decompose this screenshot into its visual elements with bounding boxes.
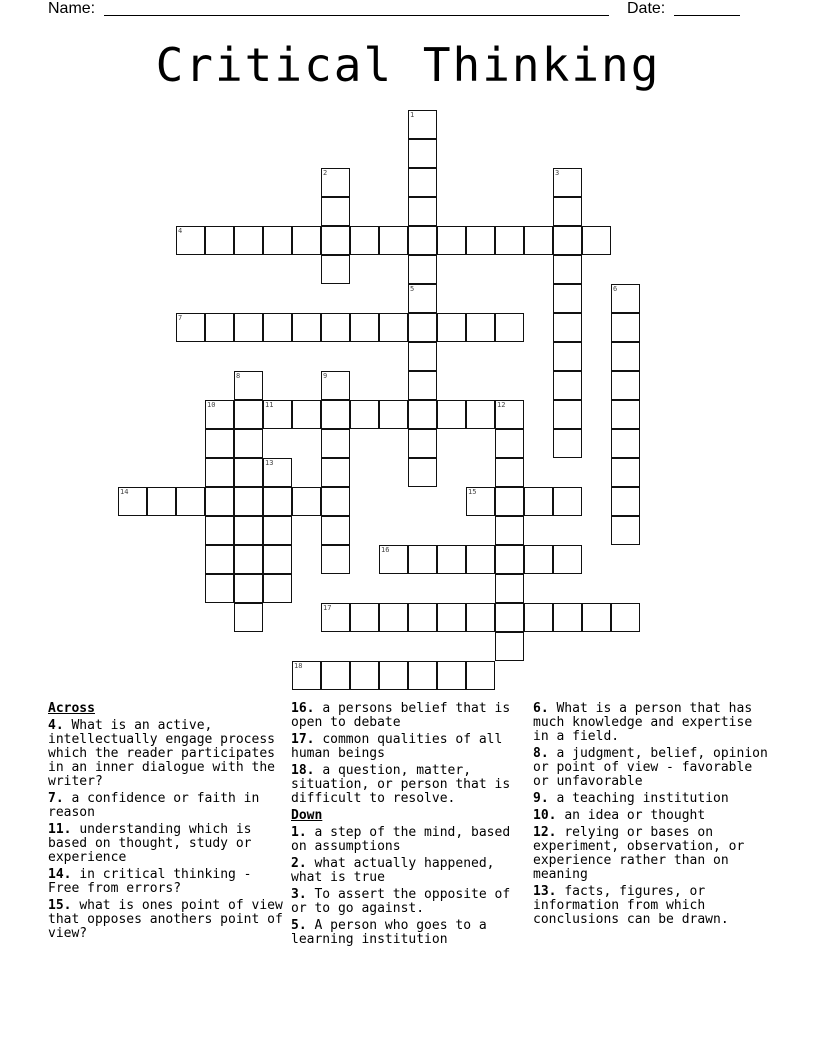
- grid-cell[interactable]: [321, 313, 350, 342]
- grid-cell[interactable]: [292, 400, 321, 429]
- grid-cell[interactable]: [234, 545, 263, 574]
- grid-cell[interactable]: [611, 516, 640, 545]
- grid-cell[interactable]: [408, 545, 437, 574]
- clue-number: 18: [294, 662, 303, 670]
- grid-cell[interactable]: [321, 661, 350, 690]
- clue-down-9: 9. a teaching institution: [533, 791, 729, 806]
- grid-cell[interactable]: [408, 661, 437, 690]
- grid-cell[interactable]: [466, 603, 495, 632]
- date-label: Date:: [627, 0, 666, 17]
- grid-cell[interactable]: [263, 226, 292, 255]
- grid-cell[interactable]: [437, 545, 466, 574]
- grid-cell[interactable]: [408, 168, 437, 197]
- grid-cell[interactable]: [176, 313, 205, 342]
- grid-cell[interactable]: [408, 110, 437, 139]
- page-title: Critical Thinking: [155, 38, 661, 92]
- grid-cell[interactable]: [466, 545, 495, 574]
- grid-cell[interactable]: [263, 458, 292, 487]
- clue-across-16: 16. a persons belief that is open to debate: [291, 701, 511, 730]
- grid-cell[interactable]: [611, 400, 640, 429]
- clue-down-12: 12. relying or bases on experiment, observation, or experience rather than on meaning: [533, 825, 745, 882]
- grid-cell[interactable]: [437, 313, 466, 342]
- grid-cell[interactable]: [495, 632, 524, 661]
- clue-number: 4: [178, 227, 183, 235]
- clue-number: 11: [265, 401, 274, 409]
- grid-cell[interactable]: [263, 574, 292, 603]
- grid-cell[interactable]: [292, 226, 321, 255]
- clue-number: 10: [207, 401, 216, 409]
- grid-cell[interactable]: [408, 197, 437, 226]
- grid-cell[interactable]: [408, 371, 437, 400]
- grid-cell[interactable]: [234, 516, 263, 545]
- grid-cell[interactable]: [437, 603, 466, 632]
- grid-cell[interactable]: [495, 429, 524, 458]
- grid-cell[interactable]: [205, 545, 234, 574]
- grid-cell[interactable]: [408, 139, 437, 168]
- grid-cell[interactable]: [350, 661, 379, 690]
- clues-column-1: [48, 702, 286, 944]
- grid-cell[interactable]: [495, 516, 524, 545]
- clue-down-13: 13. facts, figures, or information from which conclusions can be drawn.: [533, 884, 729, 927]
- grid-cell[interactable]: [553, 429, 582, 458]
- clue-down-8: 8. a judgment, belief, opinion or point of view - favorable or unfavorable: [533, 746, 768, 789]
- grid-cell[interactable]: [437, 400, 466, 429]
- across-heading: Across: [48, 701, 95, 716]
- grid-cell[interactable]: [553, 313, 582, 342]
- grid-cell[interactable]: [553, 342, 582, 371]
- grid-cell[interactable]: [263, 545, 292, 574]
- grid-cell[interactable]: [263, 487, 292, 516]
- clue-number: 9: [323, 372, 328, 380]
- grid-cell[interactable]: [234, 487, 263, 516]
- grid-cell[interactable]: [553, 226, 582, 255]
- grid-cell[interactable]: [234, 226, 263, 255]
- grid-cell[interactable]: [263, 400, 292, 429]
- clue-down-10: 10. an idea or thought: [533, 808, 706, 823]
- clue-number: 2: [323, 169, 328, 177]
- clue-down-6: 6. What is a person that has much knowledge and expertise in a field.: [533, 701, 753, 744]
- grid-cell[interactable]: [524, 226, 553, 255]
- name-label: Name:: [48, 0, 96, 17]
- grid-cell[interactable]: [321, 400, 350, 429]
- grid-cell[interactable]: [408, 313, 437, 342]
- grid-cell[interactable]: [321, 516, 350, 545]
- grid-cell[interactable]: [321, 371, 350, 400]
- clue-across-11: 11. understanding which is based on thought, study or experience: [48, 822, 252, 865]
- grid-cell[interactable]: [205, 458, 234, 487]
- grid-cell[interactable]: [408, 284, 437, 313]
- clue-number: 7: [178, 314, 183, 322]
- grid-cell[interactable]: [408, 458, 437, 487]
- grid-cell[interactable]: [321, 226, 350, 255]
- grid-cell[interactable]: [234, 400, 263, 429]
- clue-across-18: 18. a question, matter, situation, or person that is difficult to resolve.: [291, 763, 511, 806]
- grid-cell[interactable]: [234, 458, 263, 487]
- grid-cell[interactable]: [205, 574, 234, 603]
- grid-cell[interactable]: [234, 313, 263, 342]
- grid-cell[interactable]: [321, 255, 350, 284]
- clue-number: 5: [410, 285, 415, 293]
- grid-cell[interactable]: [234, 429, 263, 458]
- grid-cell[interactable]: [611, 458, 640, 487]
- grid-cell[interactable]: [495, 545, 524, 574]
- grid-cell[interactable]: [611, 284, 640, 313]
- grid-cell[interactable]: [379, 603, 408, 632]
- grid-cell[interactable]: [553, 168, 582, 197]
- grid-cell[interactable]: [292, 661, 321, 690]
- grid-cell[interactable]: [292, 313, 321, 342]
- grid-cell[interactable]: [611, 487, 640, 516]
- grid-cell[interactable]: [611, 342, 640, 371]
- grid-cell[interactable]: [495, 574, 524, 603]
- grid-cell[interactable]: [205, 226, 234, 255]
- clue-number: 8: [236, 372, 241, 380]
- grid-cell[interactable]: [176, 226, 205, 255]
- grid-cell[interactable]: [553, 197, 582, 226]
- grid-cell[interactable]: [524, 487, 553, 516]
- grid-cell[interactable]: [408, 342, 437, 371]
- grid-cell[interactable]: [176, 487, 205, 516]
- grid-cell[interactable]: [553, 545, 582, 574]
- grid-cell[interactable]: [321, 545, 350, 574]
- clue-number: 12: [497, 401, 506, 409]
- grid-cell[interactable]: [611, 603, 640, 632]
- grid-cell[interactable]: [205, 400, 234, 429]
- clue-down-3: 3. To assert the opposite of or to go against.: [291, 887, 511, 916]
- grid-cell[interactable]: [205, 429, 234, 458]
- clue-number: 13: [265, 459, 274, 467]
- clues-column-2: [291, 702, 523, 950]
- clue-across-17: 17. common qualities of all human beings: [291, 732, 503, 761]
- grid-cell[interactable]: [234, 574, 263, 603]
- clue-down-5: 5. A person who goes to a learning institution: [291, 918, 487, 947]
- grid-cell[interactable]: [408, 255, 437, 284]
- clue-number: 14: [120, 488, 129, 496]
- clue-number: 15: [468, 488, 477, 496]
- grid-cell[interactable]: [321, 168, 350, 197]
- grid-cell[interactable]: [466, 313, 495, 342]
- grid-cell[interactable]: [321, 197, 350, 226]
- grid-cell[interactable]: [524, 603, 553, 632]
- grid-cell[interactable]: [466, 400, 495, 429]
- grid-cell[interactable]: [205, 487, 234, 516]
- grid-cell[interactable]: [408, 603, 437, 632]
- clue-number: 1: [410, 111, 415, 119]
- grid-cell[interactable]: [553, 284, 582, 313]
- clue-across-4: 4. What is an active, intellectually engage process which the reader participates in an inner dialogue with the writer?: [48, 718, 275, 789]
- grid-cell[interactable]: [321, 458, 350, 487]
- grid-cell[interactable]: [437, 226, 466, 255]
- grid-cell[interactable]: [553, 400, 582, 429]
- grid-cell[interactable]: [611, 371, 640, 400]
- down-heading: Down: [291, 808, 323, 823]
- grid-cell[interactable]: [263, 313, 292, 342]
- grid-cell[interactable]: [495, 400, 524, 429]
- grid-cell[interactable]: [118, 487, 147, 516]
- grid-cell[interactable]: [466, 226, 495, 255]
- grid-cell[interactable]: [321, 429, 350, 458]
- grid-cell[interactable]: [495, 603, 524, 632]
- name-date-header: [48, 0, 768, 20]
- grid-cell[interactable]: [553, 371, 582, 400]
- grid-cell[interactable]: [495, 458, 524, 487]
- grid-cell[interactable]: [437, 661, 466, 690]
- grid-cell[interactable]: [234, 371, 263, 400]
- grid-cell[interactable]: [553, 487, 582, 516]
- grid-cell[interactable]: [495, 313, 524, 342]
- grid-cell[interactable]: [553, 603, 582, 632]
- grid-cell[interactable]: [582, 226, 611, 255]
- grid-cell[interactable]: [466, 661, 495, 690]
- grid-cell[interactable]: [350, 313, 379, 342]
- grid-cell[interactable]: [408, 226, 437, 255]
- grid-cell[interactable]: [379, 400, 408, 429]
- clue-number: 3: [555, 169, 560, 177]
- clue-number: 17: [323, 604, 332, 612]
- grid-cell[interactable]: [263, 516, 292, 545]
- grid-cell[interactable]: [321, 487, 350, 516]
- grid-cell[interactable]: [234, 603, 263, 632]
- clue-across-15: 15. what is ones point of view that opposes anothers point of view?: [48, 898, 283, 941]
- grid-cell[interactable]: [379, 545, 408, 574]
- grid-cell[interactable]: [379, 661, 408, 690]
- grid-cell[interactable]: [321, 603, 350, 632]
- grid-cell[interactable]: [147, 487, 176, 516]
- grid-cell[interactable]: [611, 429, 640, 458]
- grid-cell[interactable]: [205, 313, 234, 342]
- grid-cell[interactable]: [611, 313, 640, 342]
- grid-cell[interactable]: [524, 545, 553, 574]
- clue-down-1: 1. a step of the mind, based on assumptions: [291, 825, 511, 854]
- clue-number: 6: [613, 285, 618, 293]
- grid-cell[interactable]: [582, 603, 611, 632]
- grid-cell[interactable]: [553, 255, 582, 284]
- clue-number: 16: [381, 546, 390, 554]
- grid-cell[interactable]: [495, 226, 524, 255]
- grid-cell[interactable]: [350, 400, 379, 429]
- clues-column-3: [533, 702, 769, 930]
- clue-across-7: 7. a confidence or faith in reason: [48, 791, 260, 820]
- grid-cell[interactable]: [350, 226, 379, 255]
- grid-cell[interactable]: [408, 429, 437, 458]
- clue-down-2: 2. what actually happened, what is true: [291, 856, 495, 885]
- grid-cell[interactable]: [205, 516, 234, 545]
- grid-cell[interactable]: [466, 487, 495, 516]
- clue-across-14: 14. in critical thinking - Free from errors?: [48, 867, 252, 896]
- grid-cell[interactable]: [350, 603, 379, 632]
- grid-cell[interactable]: [495, 487, 524, 516]
- name-blank-line[interactable]: [104, 15, 609, 16]
- date-blank-line[interactable]: [674, 15, 740, 16]
- grid-cell[interactable]: [379, 226, 408, 255]
- grid-cell[interactable]: [408, 400, 437, 429]
- grid-cell[interactable]: [292, 487, 321, 516]
- grid-cell[interactable]: [379, 313, 408, 342]
